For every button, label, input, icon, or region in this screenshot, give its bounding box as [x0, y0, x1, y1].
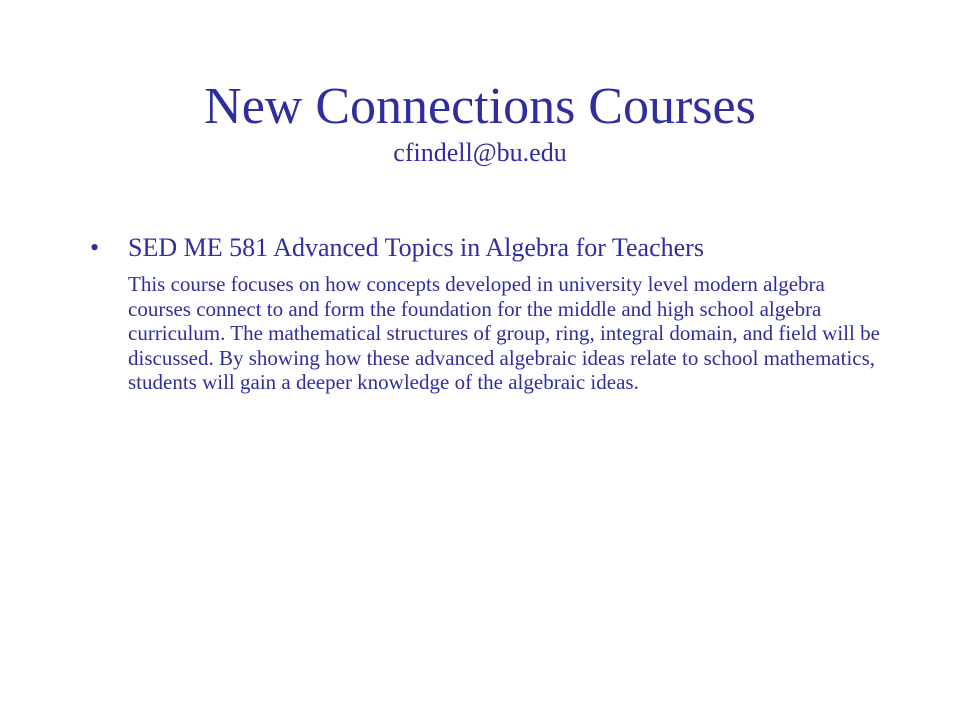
title-block — [0, 78, 960, 168]
bullet-icon: • — [90, 233, 100, 262]
slide-subtitle-email: cfindell@bu.edu — [393, 138, 567, 167]
course-bullet-item — [90, 232, 890, 264]
slide-title: New Connections Courses — [204, 78, 756, 135]
course-description: This course focuses on how concepts developed in university level modern algebra courses connect to and form the foundation for the middle and high school algebra curriculum. The mathematical structures of group, ring, integral domain, and field will be discussed. By showing how these advanced algebraic ideas relate to school mathematics, students will gain a deeper knowledge of the algebraic ideas. — [128, 272, 880, 394]
course-title: SED ME 581 Advanced Topics in Algebra for Teachers — [128, 233, 704, 262]
slide-content — [90, 232, 890, 395]
